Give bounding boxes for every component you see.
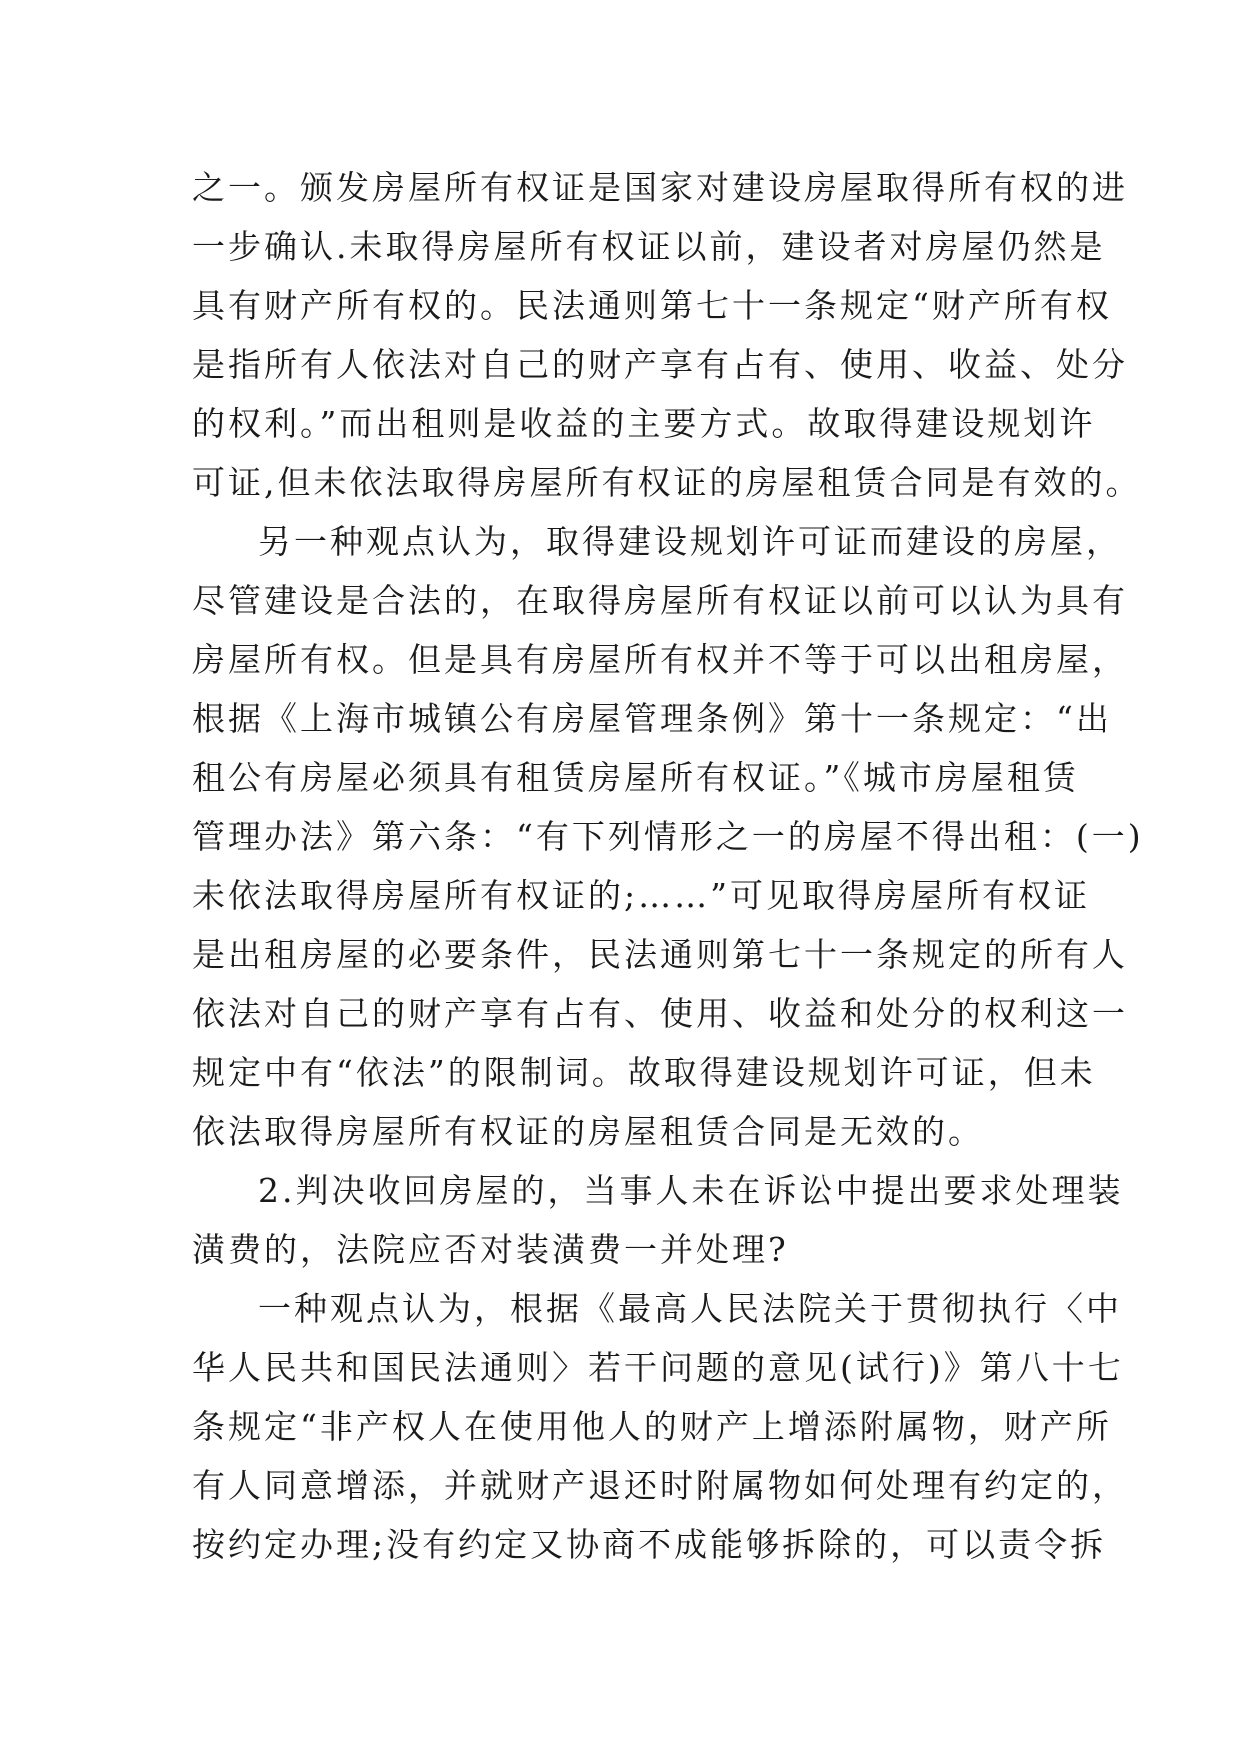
text-line: 之一。颁发房屋所有权证是国家对建设房屋取得所有权的进 bbox=[192, 168, 1128, 207]
text-line: 一步确认.未取得房屋所有权证以前，建设者对房屋仍然是 bbox=[192, 227, 1106, 266]
text-line: 华人民共和国民法通则〉若干问题的意见(试行)》第八十七 bbox=[192, 1348, 1124, 1387]
text-line: 是指所有人依法对自己的财产享有占有、使用、收益、处分 bbox=[192, 345, 1128, 384]
text-line: 另一种观点认为，取得建设规划许可证而建设的房屋， bbox=[258, 522, 1122, 561]
text-line: 可证,但未依法取得房屋所有权证的房屋租赁合同是有效的。 bbox=[192, 463, 1142, 502]
text-line: 依法取得房屋所有权证的房屋租赁合同是无效的。 bbox=[192, 1112, 984, 1151]
text-line: 房屋所有权。但是具有房屋所有权并不等于可以出租房屋， bbox=[192, 640, 1128, 679]
text-line: 租公有房屋必须具有租赁房屋所有权证。”《城市房屋租赁 bbox=[192, 758, 1079, 797]
text-line: 是出租房屋的必要条件，民法通则第七十一条规定的所有人 bbox=[192, 935, 1128, 974]
text-line: 的权利。”而出租则是收益的主要方式。故取得建设规划许 bbox=[192, 404, 1096, 443]
text-line: 规定中有“依法”的限制词。故取得建设规划许可证，但未 bbox=[192, 1053, 1096, 1092]
text-line: 尽管建设是合法的，在取得房屋所有权证以前可以认为具有 bbox=[192, 581, 1128, 620]
text-line: 2.判决收回房屋的，当事人未在诉讼中提出要求处理装 bbox=[258, 1171, 1124, 1210]
text-line: 根据《上海市城镇公有房屋管理条例》第十一条规定：“出 bbox=[192, 699, 1112, 738]
text-line: 一种观点认为，根据《最高人民法院关于贯彻执行〈中 bbox=[258, 1289, 1122, 1328]
text-line: 按约定办理;没有约定又协商不成能够拆除的，可以责令拆 bbox=[192, 1525, 1107, 1564]
text-line: 具有财产所有权的。民法通则第七十一条规定“财产所有权 bbox=[192, 286, 1112, 325]
text-line: 条规定“非产权人在使用他人的财产上增添附属物，财产所 bbox=[192, 1407, 1112, 1446]
text-line: 未依法取得房屋所有权证的;……”可见取得房屋所有权证 bbox=[192, 876, 1090, 915]
text-line: 潢费的，法院应否对装潢费一并处理? bbox=[192, 1230, 789, 1269]
text-line: 有人同意增添，并就财产退还时附属物如何处理有约定的， bbox=[192, 1466, 1128, 1505]
text-line: 依法对自己的财产享有占有、使用、收益和处分的权利这一 bbox=[192, 994, 1128, 1033]
text-line: 管理办法》第六条：“有下列情形之一的房屋不得出租：(一) bbox=[192, 817, 1144, 856]
body-text bbox=[192, 158, 1144, 1574]
